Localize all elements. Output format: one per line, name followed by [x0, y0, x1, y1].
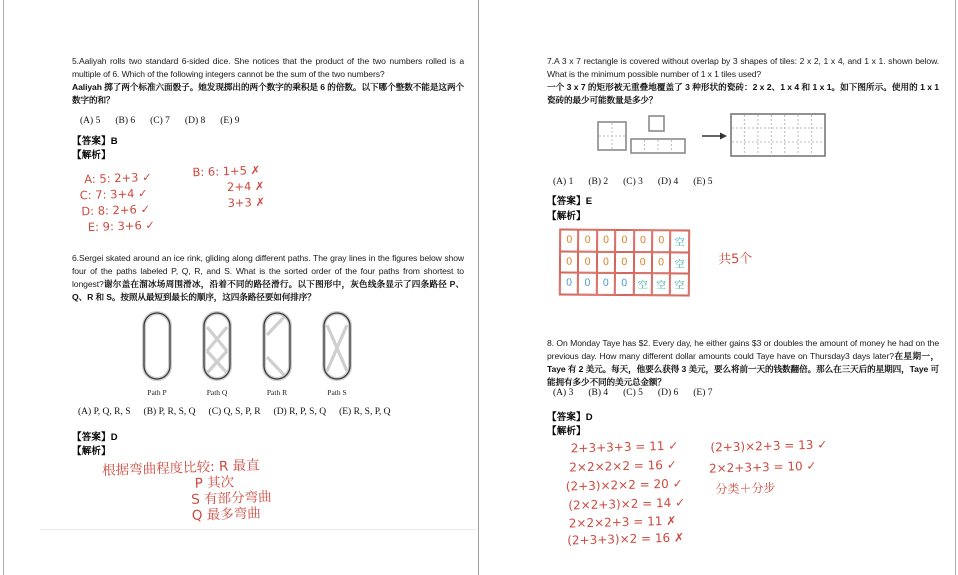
option-e: (E) R, S, P, Q	[339, 407, 391, 417]
grid-cell: 0	[578, 273, 597, 295]
grid-cell: 空	[633, 273, 652, 295]
hw-line: A: 5: 2+3 ✓	[83, 169, 152, 187]
problem-8-handwriting-right	[710, 434, 828, 500]
hw-line: (2+3)×2×2 = 20 ✓	[565, 476, 683, 494]
hw-line: (2+3)×2+3 = 13 ✓	[710, 437, 828, 455]
path-p-figure	[140, 311, 174, 397]
problem-7-handwritten-note: 共5个	[717, 251, 753, 268]
hw-line: E: 9: 3+6 ✓	[87, 217, 156, 235]
option-b: (B) P, R, S, Q	[143, 407, 196, 417]
grid-cell: 0	[634, 230, 653, 252]
grid-cell: 0	[652, 230, 671, 252]
hw-line: Q 最多弯曲	[191, 505, 261, 524]
grid-cell: 0	[615, 273, 634, 295]
problem-7-options	[553, 177, 713, 187]
option-d: (D) 4	[657, 177, 679, 187]
hw-line: P 其次	[194, 474, 235, 492]
problem-5-options	[80, 116, 240, 126]
hw-line: 2+4 ✗	[226, 178, 265, 195]
grid-cell: 空	[652, 273, 671, 295]
hw-line: 根据弯曲程度比较: R 最直	[101, 457, 260, 479]
option-c: (C) 5	[623, 388, 643, 398]
hw-line: 2×2+3+3 = 10 ✓	[708, 458, 817, 476]
path-r-label: Path R	[266, 388, 288, 397]
option-a: (A) 5	[80, 116, 101, 126]
problem-7-handwritten-grid	[559, 229, 690, 297]
hw-line: 2+3+3+3 = 11 ✓	[570, 438, 679, 456]
hw-line: D: 8: 2+6 ✓	[81, 201, 151, 219]
grid-cell: 0	[560, 251, 579, 273]
scan-artifact-line	[40, 529, 477, 530]
path-q-figure	[200, 311, 234, 397]
option-c: (C) Q, S, P, R	[208, 407, 261, 417]
grid-cell: 0	[615, 252, 634, 274]
problem-7-text-zh: 一个 3 x 7 的矩形被无重叠地覆盖了 3 种形状的瓷砖：2 x 2、1 x 4 和 1 x 1。如下图所示。使用的 1 x 1 瓷砖的最少可能数量是多少？	[547, 82, 939, 105]
problem-8-analysis-label: 【解析】	[547, 426, 586, 437]
right-page-edge	[955, 0, 956, 575]
option-e: (E) 7	[693, 388, 713, 398]
problem-5-handwriting-right	[192, 162, 265, 212]
grid-cell: 0	[578, 230, 597, 252]
path-p-label: Path P	[147, 388, 167, 397]
option-c: (C) 7	[150, 116, 170, 126]
problem-5-analysis-label: 【解析】	[72, 150, 111, 161]
grid-cell: 0	[560, 273, 579, 295]
grid-cell: 0	[597, 273, 616, 295]
hw-line: (2×2+3)×2 = 14 ✓	[568, 495, 686, 513]
grid-cell: 空	[670, 230, 689, 252]
problem-8-text-en: 8. On Monday Taye has $2. Every day, he either gains $3 or doubles the amount of money he had on the previous day. How many different dollar amounts could Taye have on Thursday3 days later?	[547, 338, 939, 361]
problem-5-statement	[72, 55, 464, 107]
path-r-figure	[260, 311, 294, 397]
problem-6-text-en: 6.Sergei skated around an ice rink, gliding along different paths. The gray lines in the figures below show four of the paths labeled P, Q, R, and S. What is the sorted order of the four paths from shortest to longest?	[72, 253, 464, 289]
path-s-label: Path S	[327, 388, 347, 397]
path-s-figure	[320, 311, 354, 397]
problem-6-statement	[72, 252, 464, 304]
grid-cell: 0	[597, 251, 616, 273]
grid-cell: 0	[578, 251, 597, 273]
grid-cell: 0	[597, 230, 616, 252]
grid-cell: 空	[670, 274, 689, 296]
option-b: (B) 4	[588, 388, 609, 398]
problem-6-options	[78, 407, 391, 417]
tiles-diagram-icon	[590, 110, 930, 172]
problem-8-statement	[547, 337, 939, 389]
problem-8-text-zh: 在星期一，Taye 有 2 美元。每天，他要么获得 3 美元，要么将前一天的钱数翻倍。那么在三天后的星期四，Taye 可能拥有多少不同的美元总金额？	[547, 351, 939, 387]
hw-line: 分类＋分步	[715, 480, 776, 497]
path-r-capsule-icon	[260, 311, 294, 383]
grid-cell: 0	[560, 230, 579, 252]
path-q-label: Path Q	[206, 388, 228, 397]
grid-cell: 0	[633, 252, 652, 274]
hw-line: 2×2×2×2 = 16 ✓	[569, 457, 677, 475]
problem-6-handwriting	[102, 457, 273, 527]
hw-line: C: 7: 3+4 ✓	[79, 186, 148, 203]
option-e: (E) 5	[693, 177, 713, 187]
option-d: (D) 8	[184, 116, 206, 126]
option-d: (D) R, P, S, Q	[273, 407, 327, 417]
option-b: (B) 2	[588, 177, 609, 187]
hw-line: B: 6: 1+5 ✗	[192, 162, 261, 180]
grid-cell: 空	[670, 252, 689, 274]
option-d: (D) 6	[657, 388, 679, 398]
problem-7-statement	[547, 55, 939, 107]
problem-8-handwriting-left	[565, 436, 687, 549]
option-b: (B) 6	[115, 116, 136, 126]
problem-8-answer: 【答案】D	[547, 412, 593, 423]
path-s-capsule-icon	[320, 311, 354, 383]
problem-8-options	[553, 388, 713, 398]
path-p-capsule-icon	[140, 311, 174, 383]
problem-6-text-zh: 谢尔盖在溜冰场周围滑冰，沿着不同的路径滑行。以下图形中，灰色线条显示了四条路径 P、Q、R 和 S。按照从最短到最长的顺序，这四条路径要如何排序？	[72, 279, 464, 302]
problem-6-analysis-label: 【解析】	[72, 446, 111, 457]
problem-7-text-en: 7.A 3 x 7 rectangle is covered without overlap by 3 shapes of tiles: 2 x 2, 1 x 4, and 1 x 1. shown below. What is the minimum possible number of 1 x 1 tiles used?	[547, 56, 939, 79]
problem-6-figures	[140, 311, 354, 397]
left-page-edge	[3, 0, 4, 575]
problem-5-text-en: 5.Aaliyah rolls two standard 6-sided dice. She notices that the product of the two numbers rolled is a multiple of 6. Which of the following integers cannot be the sum of the two numbers?	[72, 56, 464, 79]
problem-5-handwriting-left	[79, 169, 156, 235]
problem-7-answer: 【答案】E	[547, 196, 593, 207]
option-a: (A) 1	[553, 177, 574, 187]
problem-7-analysis-label: 【解析】	[547, 211, 586, 222]
hw-line: 2×2×2+3 = 11 ✗	[568, 513, 677, 531]
path-q-capsule-icon	[200, 311, 234, 383]
problem-5-answer: 【答案】B	[72, 136, 118, 147]
grid-cell: 0	[652, 252, 671, 274]
hw-line: S 有部分弯曲	[190, 489, 272, 508]
hw-line: 3+3 ✗	[227, 194, 266, 211]
problem-6-answer: 【答案】D	[72, 432, 118, 443]
option-a: (A) P, Q, R, S	[78, 407, 131, 417]
option-c: (C) 3	[623, 177, 643, 187]
page-divider	[478, 0, 479, 575]
problem-7-figure	[590, 110, 930, 172]
option-a: (A) 3	[553, 388, 574, 398]
option-e: (E) 9	[220, 116, 240, 126]
hw-line: (2+3+3)×2 = 16 ✗	[567, 530, 685, 548]
problem-5-text-zh: Aaliyah 掷了两个标准六面骰子。她发现掷出的两个数字的乘积是 6 的倍数。以下哪个整数不能是这两个数字的和？	[72, 82, 464, 105]
grid-cell: 0	[615, 230, 634, 252]
